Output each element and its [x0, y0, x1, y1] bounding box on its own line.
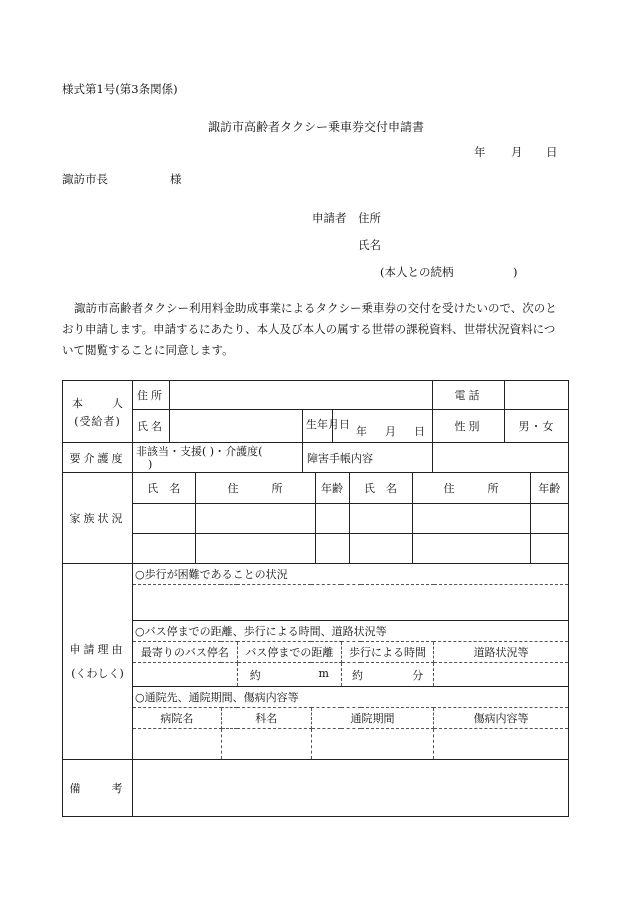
family-cell[interactable] [195, 503, 315, 533]
sex-value[interactable]: 男・女 [505, 410, 569, 443]
family-cell[interactable] [530, 533, 568, 563]
bus-header-stop: 最寄りのバス停名 [133, 642, 237, 663]
applicant-address-label: 住所 [358, 211, 381, 225]
addressee-honorific: 様 [170, 172, 182, 186]
bus-header-time: 歩行による時間 [341, 642, 433, 663]
family-table [133, 473, 568, 563]
family-label: 家族状況 [63, 473, 133, 564]
reason-label-cell: 申請理由 (くわしく) [63, 564, 133, 760]
disability-field[interactable] [433, 443, 569, 473]
person-address-cell: 住所 [133, 381, 433, 410]
family-cell[interactable] [412, 503, 530, 533]
sex-label: 性別 [433, 410, 505, 443]
date-day: 日 [546, 145, 558, 159]
bus-header-distance: バス停までの距離 [237, 642, 341, 663]
disability-label: 障害手帳内容 [303, 443, 433, 473]
remarks-field[interactable] [133, 759, 569, 816]
hospital-condition-field[interactable] [434, 729, 568, 759]
consent-text [62, 298, 570, 361]
person-name-cell: 氏名 [133, 410, 303, 443]
form-title: 諏訪市高齢者タクシー乗車券交付申請書 [208, 120, 425, 134]
road-condition-field[interactable] [434, 663, 568, 687]
reason-content-cell [133, 564, 569, 760]
hospital-header-condition: 傷病内容等 [434, 708, 568, 729]
walk-field[interactable] [133, 585, 568, 621]
hospital-header-dept: 科名 [221, 708, 311, 729]
family-cell[interactable] [349, 503, 412, 533]
family-header-name: 氏 名 [133, 473, 195, 503]
family-table-cell [133, 473, 569, 564]
hospital-dept-field[interactable] [221, 729, 311, 759]
family-header-age: 年齢 [315, 473, 349, 503]
applicant-relation-label: (本人との続柄 [380, 265, 454, 279]
family-cell[interactable] [195, 533, 315, 563]
birth-label: 生年月日 [303, 410, 333, 443]
family-header-name: 氏 名 [349, 473, 412, 503]
applicant-label: 申請者 [312, 211, 347, 225]
date-year: 年 [474, 145, 486, 159]
person-label-cell: 本 人 (受給者) [63, 381, 133, 443]
consent-line: 諏訪市高齢者タクシー利用料金助成事業によるタクシー乗車券の交付を受けたいので、次のと [74, 301, 557, 315]
remarks-label: 備 考 [63, 759, 133, 816]
bus-heading: ○バス停までの距離、歩行による時間、道路状況等 [133, 621, 568, 642]
family-cell[interactable] [315, 503, 349, 533]
walk-time-field[interactable]: 約 分 [341, 663, 433, 687]
consent-line: おり申請します。申請するにあたり、本人及び本人の属する世帯の課税資料、世帯状況資料につ [62, 322, 556, 336]
family-header-address: 住 所 [412, 473, 530, 503]
family-header-age: 年齢 [530, 473, 568, 503]
family-cell[interactable] [315, 533, 349, 563]
application-form-table [62, 380, 569, 817]
bus-header-road: 道路状況等 [434, 642, 568, 663]
bus-distance-field[interactable]: 約 m [237, 663, 341, 687]
form-number: 様式第1号(第3条関係) [62, 82, 178, 96]
phone-field[interactable] [505, 381, 569, 410]
addressee: 諏訪市長 [62, 172, 108, 186]
bus-stop-field[interactable] [133, 663, 237, 687]
date-month: 月 [511, 145, 523, 159]
applicant-name-label: 氏名 [358, 238, 381, 252]
family-cell[interactable] [530, 503, 568, 533]
hospital-header-period: 通院期間 [311, 708, 433, 729]
phone-label: 電話 [433, 381, 505, 410]
family-cell[interactable] [412, 533, 530, 563]
family-cell[interactable] [133, 503, 195, 533]
reason-table [133, 564, 568, 759]
hospital-header-name: 病院名 [133, 708, 221, 729]
care-level-value[interactable]: 非該当・支援( )・介護度( ) [133, 443, 303, 473]
hospital-name-field[interactable] [133, 729, 221, 759]
care-level-label: 要介護度 [63, 443, 133, 473]
consent-line: いて閲覧することに同意します。 [62, 343, 234, 357]
hospital-period-field[interactable] [311, 729, 433, 759]
family-header-address: 住 所 [195, 473, 315, 503]
applicant-relation-close: ) [513, 265, 518, 279]
family-cell[interactable] [349, 533, 412, 563]
walk-heading: ○歩行が困難であることの状況 [133, 564, 568, 585]
hospital-heading: ○通院先、通院期間、傷病内容等 [133, 687, 568, 708]
family-cell[interactable] [133, 533, 195, 563]
birth-field[interactable]: 年 月 日 [333, 410, 433, 443]
